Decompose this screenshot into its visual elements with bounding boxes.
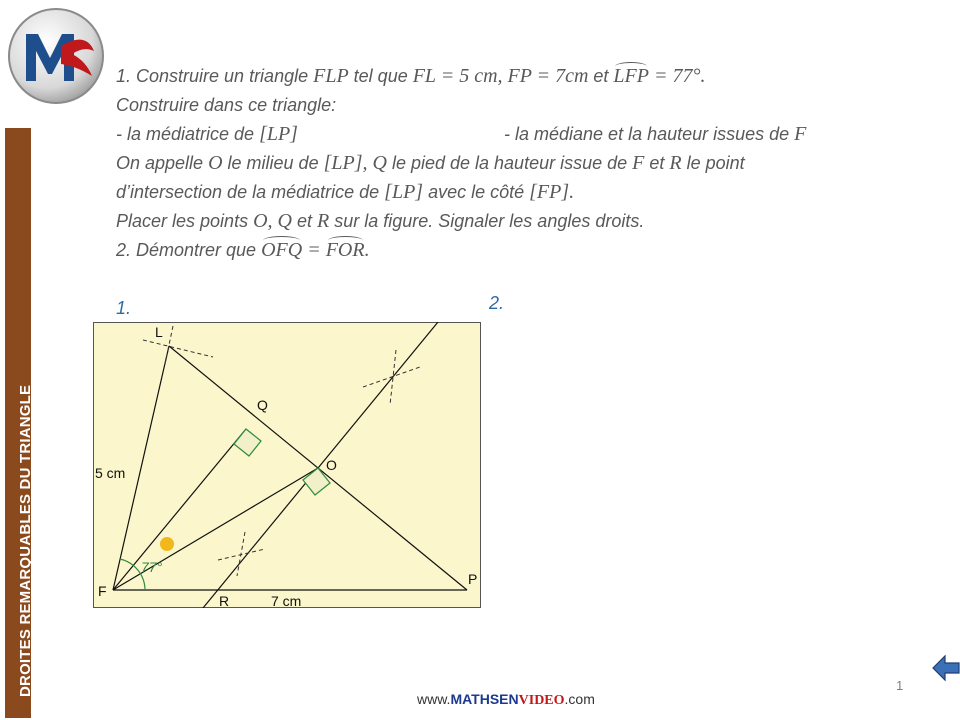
exercise-line-5: d’intersection de la médiatrice de [LP] avec le côté [FP]. <box>116 181 575 203</box>
part-1-label: 1. <box>116 298 132 318</box>
part-2-label: 2. <box>489 293 505 313</box>
angle-lfp: LFP <box>613 62 649 91</box>
footer-website[interactable]: www.MATHSENVIDEO.com <box>417 691 595 708</box>
exercise-line-4: On appelle O le milieu de [LP], Q le pied de la hauteur issue de F et R le point <box>116 152 745 174</box>
label-side-fp: 7 cm <box>271 593 302 608</box>
angle-ofq: OFQ <box>261 236 302 265</box>
label-side-fl: 5 cm <box>95 465 126 481</box>
exercise-line-7: 2. Démontrer que OFQ = FOR. <box>116 236 936 265</box>
page-number: 1 <box>896 678 904 693</box>
pointer-dot <box>160 537 174 551</box>
label-r: R <box>219 593 230 608</box>
exercise-text <box>116 62 936 265</box>
label-angle-77: 77° <box>141 559 163 575</box>
label-p: P <box>468 571 478 587</box>
label-f: F <box>98 583 107 599</box>
label-o: O <box>326 457 337 473</box>
mathsenvideo-logo <box>6 6 106 106</box>
exercise-line-3: - la médiatrice de [LP] - la médiane et la hauteur issues de F <box>116 123 807 145</box>
angle-for: FOR <box>326 236 365 265</box>
triangle-figure <box>93 322 481 608</box>
exercise-line-1: 1. Construire un triangle FLP tel que FL = 5 cm, FP = 7cm et LFP = 77°. <box>116 62 936 91</box>
exercise-line-2: Construire dans ce triangle: <box>116 95 337 115</box>
label-q: Q <box>257 397 268 413</box>
label-l: L <box>155 324 163 340</box>
sidebar-title: DROITES REMARQUABLES DU TRIANGLE <box>17 384 34 697</box>
back-arrow-icon[interactable] <box>931 654 960 682</box>
exercise-line-6: Placer les points O, Q et R sur la figure. Signaler les angles droits. <box>116 210 645 232</box>
